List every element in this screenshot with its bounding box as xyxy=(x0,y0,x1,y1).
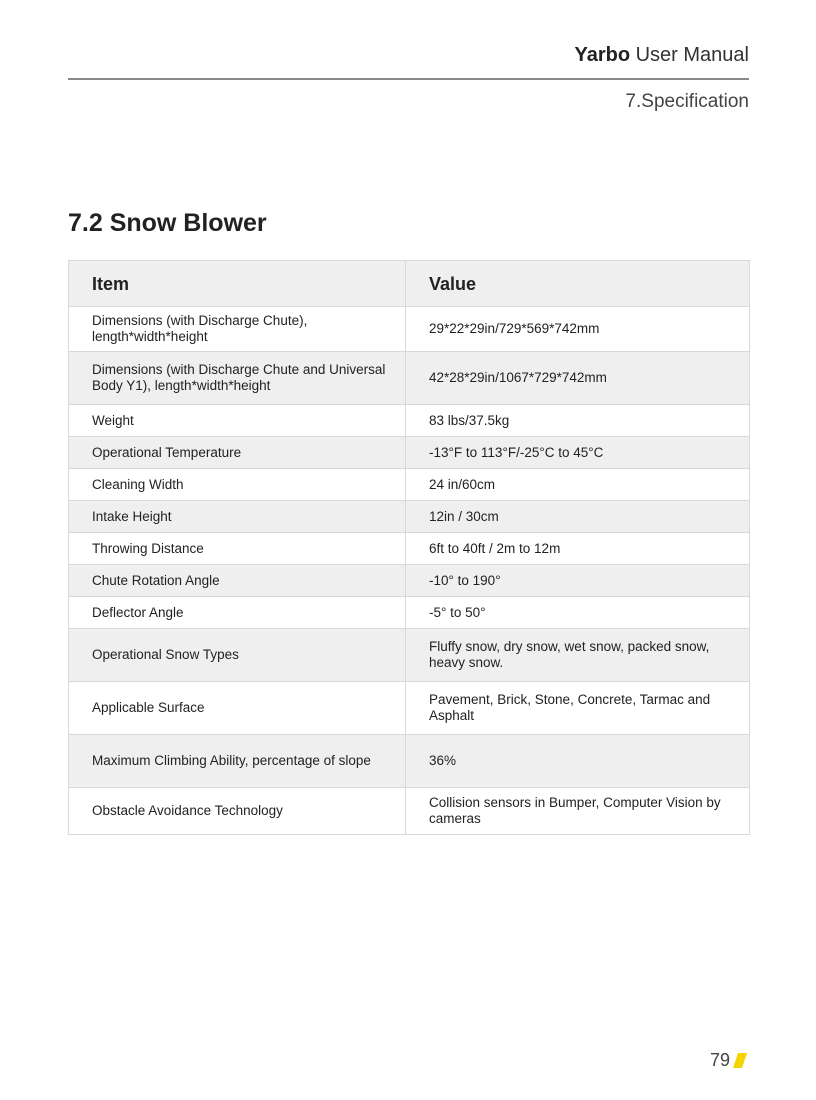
row-item: Intake Height xyxy=(69,501,406,533)
row-value: 83 lbs/37.5kg xyxy=(406,405,750,437)
table-row xyxy=(69,682,750,735)
row-item: Applicable Surface xyxy=(69,682,406,735)
header-divider xyxy=(68,78,749,80)
table-row xyxy=(69,352,750,405)
row-item: Chute Rotation Angle xyxy=(69,565,406,597)
table-row xyxy=(69,629,750,682)
row-value: 36% xyxy=(406,735,750,788)
row-value: Pavement, Brick, Stone, Concrete, Tarmac and Asphalt xyxy=(406,682,750,735)
row-item: Deflector Angle xyxy=(69,597,406,629)
table-row xyxy=(69,501,750,533)
row-value: Fluffy snow, dry snow, wet snow, packed snow, heavy snow. xyxy=(406,629,750,682)
row-value: 29*22*29in/729*569*742mm xyxy=(406,307,750,352)
row-item: Operational Temperature xyxy=(69,437,406,469)
row-value: -13°F to 113°F/-25°C to 45°C xyxy=(406,437,750,469)
row-value: -10° to 190° xyxy=(406,565,750,597)
table-row xyxy=(69,565,750,597)
section-title: 7.2 Snow Blower xyxy=(68,209,267,237)
table-row xyxy=(69,405,750,437)
brand-name: Yarbo xyxy=(574,44,631,66)
row-item: Dimensions (with Discharge Chute), length*width*height xyxy=(69,307,406,352)
row-value: 12in / 30cm xyxy=(406,501,750,533)
page-accent-icon xyxy=(733,1053,747,1068)
row-value: Collision sensors in Bumper, Computer Vision by cameras xyxy=(406,788,750,835)
manual-label: User Manual xyxy=(635,44,749,66)
row-item: Maximum Climbing Ability, percentage of slope xyxy=(69,735,406,788)
chapter-label: 7.Specification xyxy=(625,91,749,112)
table-row xyxy=(69,533,750,565)
row-value: 42*28*29in/1067*729*742mm xyxy=(406,352,750,405)
table-header-row xyxy=(69,261,750,307)
row-item: Operational Snow Types xyxy=(69,629,406,682)
table-row xyxy=(69,307,750,352)
header-title xyxy=(574,44,749,67)
column-header-value: Value xyxy=(406,261,750,307)
row-item: Cleaning Width xyxy=(69,469,406,501)
row-item: Throwing Distance xyxy=(69,533,406,565)
table-row xyxy=(69,597,750,629)
spec-table xyxy=(68,260,750,835)
table-row xyxy=(69,788,750,835)
table-row xyxy=(69,735,750,788)
row-value: 6ft to 40ft / 2m to 12m xyxy=(406,533,750,565)
row-item: Dimensions (with Discharge Chute and Universal Body Y1), length*width*height xyxy=(69,352,406,405)
row-item: Obstacle Avoidance Technology xyxy=(69,788,406,835)
page-number: 79 xyxy=(709,1050,730,1070)
row-item: Weight xyxy=(69,405,406,437)
column-header-item: Item xyxy=(69,261,406,307)
row-value: -5° to 50° xyxy=(406,597,750,629)
table-row xyxy=(69,437,750,469)
row-value: 24 in/60cm xyxy=(406,469,750,501)
table-row xyxy=(69,469,750,501)
